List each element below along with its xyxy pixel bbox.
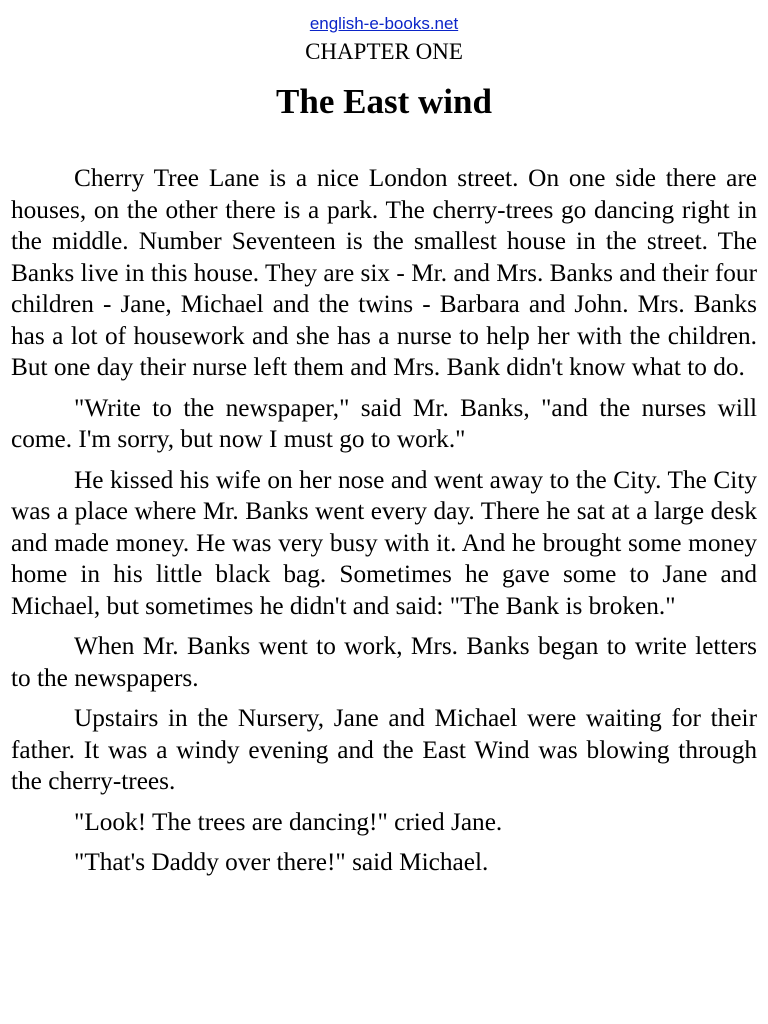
site-link[interactable]: english-e-books.net [309,14,459,33]
paragraph: "Look! The trees are dancing!" cried Jane. [74,807,503,836]
paragraph: He kissed his wife on her nose and went away to the City. The City was a place where Mr. Banks went every day. There he sat at a large desk and made money. He was very busy with it. And he brought some money home in his little black bag. Sometimes he gave some to Jane and Michael, but sometimes he didn't and said: "The Bank is broken." [11,465,757,620]
paragraph: When Mr. Banks went to work, Mrs. Banks began to write letters to the newspapers. [11,632,757,692]
paragraph: Upstairs in the Nursery, Jane and Michael were waiting for their father. It was a windy evening and the East Wind was blowing through the cherry-trees. [11,704,757,795]
paragraph: Cherry Tree Lane is a nice London street. On one side there are houses, on the other there is a park. The cherry-trees go dancing right in the middle. Number Seventeen is the smallest house in the street. The Banks live in this house. They are six - Mr. and Mrs. Banks and their four children - Jane, Michael and the twins - Barbara and John. Mrs. Banks has a lot of housework and she has a nurse to help her with the children. But one day their nurse left them and Mrs. Bank didn't know what to do. [11,164,757,381]
chapter-title: The East wind [276,82,492,121]
chapter-heading: CHAPTER ONE [305,39,463,64]
paragraph: "That's Daddy over there!" said Michael. [74,848,489,876]
paragraph: "Write to the newspaper," said Mr. Banks, "and the nurses will come. I'm sorry, but now I must go to work." [11,393,757,453]
story-body [11,163,757,888]
